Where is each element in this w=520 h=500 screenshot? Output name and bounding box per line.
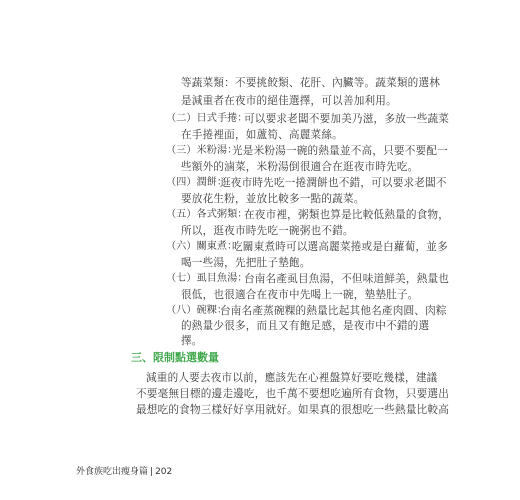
item-label-6: （六）關東煮： <box>166 241 238 252</box>
item-label-2: （二）日式手捲： <box>166 113 248 124</box>
item-3-line-1: 光是米粉湯一碗的熱量並不高，只要不要配一 <box>232 145 448 157</box>
item-8-line-1: 台南名產蒸碗粿的熱量比起其他名產肉圓、肉粽 <box>220 305 447 317</box>
item-7-line-2: 很低，也很適合在夜市中先喝上一碗，墊墊肚子。 <box>181 289 419 301</box>
item-2-line-2: 在手捲裡面，如蘆筍、高麗菜絲。 <box>181 129 343 141</box>
item-4-line-1: 逛夜市時先吃一捲潤餅也不錯，可以要求老闆不 <box>220 177 447 189</box>
item-label-3: （三）米粉湯： <box>166 145 238 156</box>
item-label-7: （七）虱目魚湯： <box>166 273 248 284</box>
item-7-line-1: 台南名產虱目魚湯，不但味道鮮美，熱量也 <box>244 273 450 285</box>
item-label-5: （五）各式粥類： <box>166 209 248 220</box>
page-footer <box>76 466 172 478</box>
item-label-8: （八）碗粿： <box>166 305 228 316</box>
paragraph-line-3: 最想吃的食物三樣好好享用就好。如果真的很想吃一些熱量比較高 <box>136 404 450 416</box>
item-8-line-3: 擇。 <box>181 335 203 347</box>
item-label-4: （四）潤餅： <box>166 177 228 188</box>
footer-separator: | <box>150 467 154 477</box>
item-8-line-2: 的熱量少很多，而且又有飽足感，是夜市中不錯的選 <box>181 320 430 332</box>
paragraph-line-2: 不要毫無目標的邊走邊吃，也千萬不要想吃遍所有食物，只要選出 <box>136 388 450 400</box>
item-5-line-2: 所以，逛夜市時先吃一碗粥也不錯。 <box>181 225 354 237</box>
paragraph-line-1: 減重的人要去夜市以前，應該先在心裡盤算好要吃幾樣，建議 <box>146 372 438 384</box>
item-4-line-2: 要放花生粉，並放比較多一點的蔬菜。 <box>181 193 365 205</box>
section-heading: 三、限制點選數量 <box>131 351 219 364</box>
item-5-line-1: 在夜市裡，粥類也算是比較低熱量的食物， <box>244 209 450 221</box>
item-3-line-2: 些額外的滷菜，米粉湯倒很適合在逛夜市時先吃。 <box>181 161 419 173</box>
item-6-line-2: 喝一些湯，先把肚子墊飽。 <box>181 257 311 269</box>
intro-line-1: 等蔬菜類：不要挑餃類、花肝、內臟等。蔬菜類的選林 <box>181 77 441 89</box>
intro-line-2: 是減重者在夜市的絕佳選擇，可以善加利用。 <box>181 95 397 107</box>
page-number: 202 <box>155 467 173 477</box>
item-6-line-1: 吃關東煮時可以選高麗菜捲或是白蘿蔔，並多 <box>232 241 448 253</box>
running-title: 外食族吃出瘦身篇 <box>76 467 149 477</box>
item-2-line-1: 可以要求老闆不要加美乃滋，多放一些蔬菜 <box>244 113 450 125</box>
